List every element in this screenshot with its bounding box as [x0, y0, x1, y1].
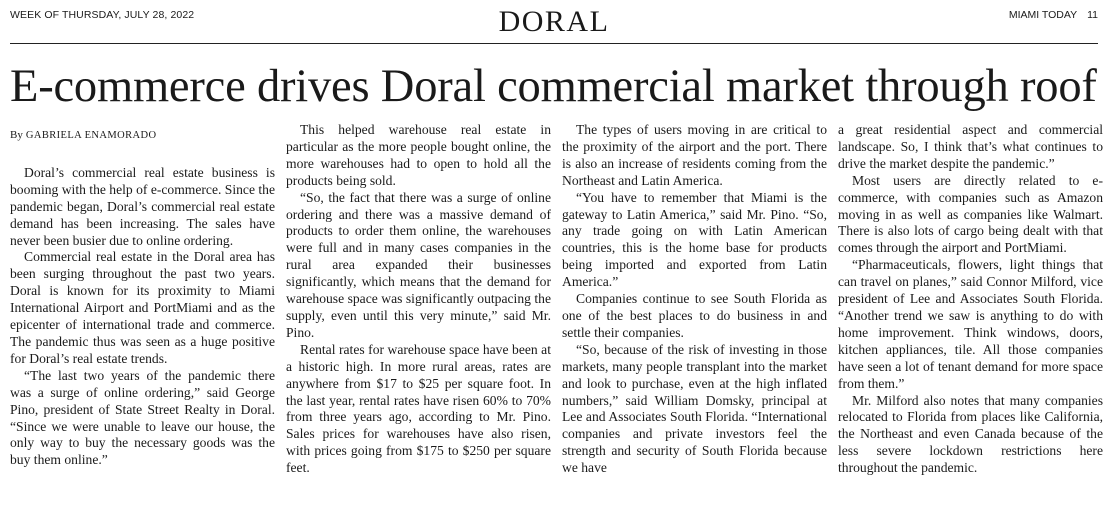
page-header — [10, 0, 1098, 44]
paragraph: “The last two years of the pandemic there was a surge of online ordering,” said George Pino, president of State Street Realty in Doral. “Since we were unable to leave our house, the only way to buy the necessary goods was the buy them online.” — [10, 367, 275, 468]
publication-info — [1009, 9, 1098, 21]
article-body — [10, 122, 1102, 502]
paragraph: This helped warehouse real estate in particular as the more people bought online, the more warehouses had to open to hold all the products being sold. — [286, 122, 551, 188]
article-headline: E-commerce drives Doral commercial market through roof — [10, 61, 1097, 112]
continued-paragraph: a great residential aspect and commercial landscape. So, I think that’s what continues to drive the market despite the pandemic.” — [838, 122, 1103, 171]
article-column-2 — [286, 122, 551, 502]
publication-name: MIAMI TODAY — [1008, 9, 1078, 21]
paragraph: “So, the fact that there was a surge of online ordering and there was a massive demand of products to order them online, the warehouses were full and in many cases companies in the rural area expanded their businesses significantly, which means that the demand for warehouse space was significantly outpacing the supply, even until this very minute,” said Mr. Pino. — [286, 189, 551, 340]
page-number: 11 — [1087, 9, 1098, 21]
paragraph: The types of users moving in are critical to the proximity of the airport and the port. There is also an increase of residents coming from the Northeast and Latin America. — [562, 122, 827, 188]
paragraph: Commercial real estate in the Doral area has been surging throughout the past two years. Doral is known for its proximity to Miami International Airport and PortMiami and as the epicenter of international trade and commerce. The pandemic thus was seen as a huge positive for Doral’s real estate trends. — [10, 249, 275, 366]
paragraph: “You have to remember that Miami is the gateway to Latin America,” said Mr. Pino. “So, any trade going on with Latin American countries, this is the home base for products being imported and exported from Latin America.” — [562, 189, 827, 290]
paragraph: “So, because of the risk of investing in those markets, many people transplant into the market and look to purchase, even at the high inflated numbers,” said William Domsky, principal at Lee and Associates South Florida. “International companies and private investors feel the strength and security of South Florida because we have — [562, 341, 827, 476]
article-column-3 — [562, 122, 827, 502]
paragraph: Rental rates for warehouse space have been at a historic high. In more rural areas, rates are anywhere from $17 to $25 per square foot. In the last year, rental rates have risen 60% to 70% from three years ago, according to Mr. Pino. Sales prices for warehouses have also risen, with prices going from $175 to $250 per square feet. — [286, 341, 551, 476]
paragraph: “Pharmaceuticals, flowers, light things that can travel on planes,” said Connor Milford, vice president of Lee and Associates South Florida. “Another trend we saw is anything to do with home improvement. Think windows, doors, kitchen appliances, tile. All those companies have seen a lot of tenant demand for more space from them.” — [838, 257, 1103, 391]
byline-author: GABRIELA ENAMORADO — [25, 130, 157, 141]
article-column-1 — [10, 122, 275, 502]
paragraph: Doral’s commercial real estate business is booming with the help of e-commerce. Since the pandemic began, Doral’s commercial real estate demand has been increasing. The sales have never been busier due to online ordering. — [10, 164, 275, 248]
article-column-4 — [838, 122, 1103, 502]
paragraph: Companies continue to see South Florida as one of the best places to do business in and settle their companies. — [562, 291, 827, 340]
byline-prefix: By — [10, 129, 23, 141]
byline — [10, 127, 275, 145]
section-title: DORAL — [498, 5, 610, 38]
paragraph: Mr. Milford also notes that many companies relocated to Florida from places like California, the Northeast and even Canada because of the less severe lockdown restrictions here throughout the pandemic. — [838, 392, 1103, 476]
issue-date: WEEK OF THURSDAY, JULY 28, 2022 — [10, 9, 195, 21]
paragraph: Most users are directly related to e-commerce, with companies such as Amazon moving in as well as companies like Walmart. There is also lots of cargo being dealt with that comes through the airport and PortMiami. — [838, 172, 1103, 256]
